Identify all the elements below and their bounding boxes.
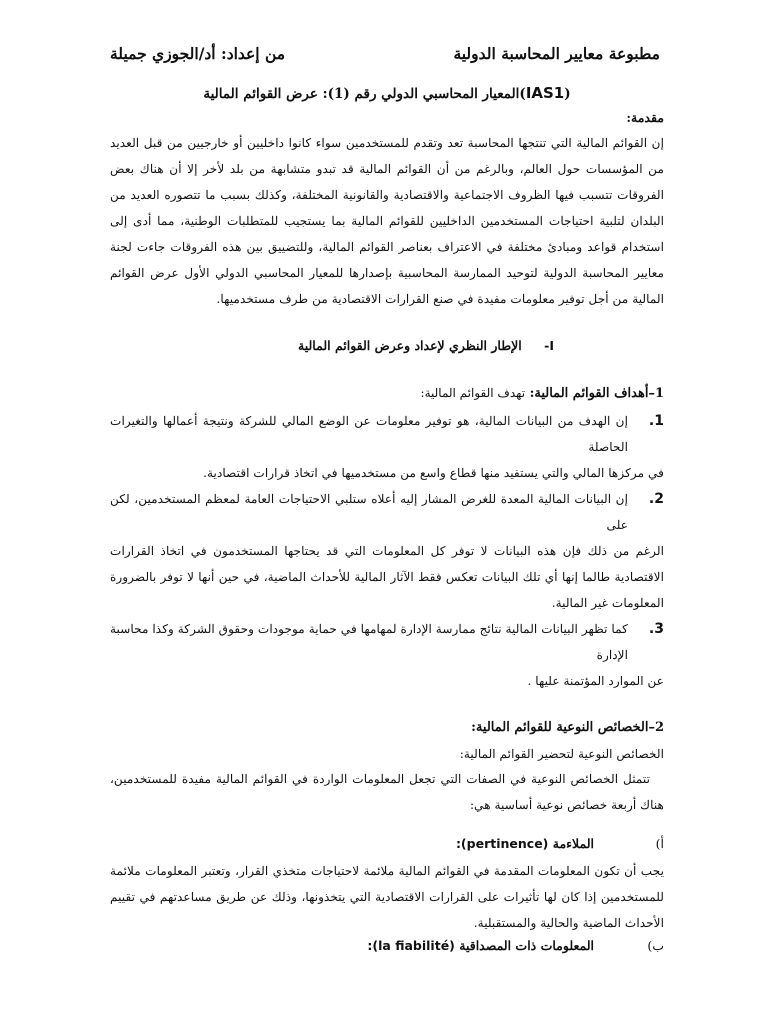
- list-item-number: 1.: [648, 413, 664, 429]
- goals-heading-rest: تهدف القوائم المالية:: [420, 386, 526, 400]
- qualitative-line: الخصائص النوعية لتحضير القوائم المالية:: [459, 747, 664, 761]
- list-item-continuation: عن الموارد المؤتمنة عليها .: [527, 674, 664, 688]
- relevance-label: الملاءمة: [552, 836, 594, 851]
- section-1-number: I-: [544, 338, 554, 353]
- document-title: [110, 84, 664, 108]
- qualitative-paragraph: تتمثل الخصائص النوعية في الصفات التي تجعل المعلومات الواردة في القوائم المالية مفيدة للمستخدمين، هناك أربعة خصائص نوعية أساسية هي:: [110, 772, 664, 812]
- goals-list: [110, 408, 664, 694]
- list-item-continuation: في مركزها المالي والتي يستفيد منها قطاع واسع من مستخدميها في اتخاذ قرارات اقتصادية.: [203, 466, 664, 480]
- list-item-text: كما تظهر البيانات المالية نتائج ممارسة الإدارة لمهامها في حماية موجودات وحقوق الشركة وكذا محاسبة الإدارة: [110, 622, 628, 662]
- reliability-label: المعلومات ذات المصداقية: [459, 938, 594, 953]
- list-item-continuation: الرغم من ذلك فإن هذه البيانات لا توفر كل المعلومات التي قد يحتاجها المستخدمون في اتخاذ القرارات الاقتصادية طالما إنها أي تلك البيانات تعكس فقط الآثار المالية للأحداث الماضية، في حين أنها لا توفر بالضرورة المعلومات غير المالية.: [110, 544, 664, 610]
- goals-heading: [110, 386, 664, 408]
- list-item-text: إن الهدف من البيانات المالية، هو توفير معلومات عن الوضع المالي للشركة ونتيجة أعمالها والتغيرات الحاصلة: [110, 414, 628, 454]
- list-item-text: إن البيانات المالية المعدة للغرض المشار إليه أعلاه ستلبي الاحتياجات العامة لمعظم المستخدمين، لكن على: [110, 492, 628, 532]
- relevance-paragraph: يجب أن تكون المعلومات المقدمة في القوائم المالية ملائمة لاحتياجات متخذي القرار، وتعتبر المعلومات ملائمة للمستخدمين إذا كان لها تأثيرات على القرارات الاقتصادية التي يتخذونها، وذلك عن طريق مساعدتهم في تقييم الأحداث الماضية والحالية والمستقبلية.: [110, 864, 664, 930]
- qualitative-heading: 2–الخصائص النوعية للقوائم المالية:: [471, 720, 664, 735]
- header-book-title: مطبوعة معايير المحاسبة الدولية: [453, 44, 660, 63]
- section-1-text: الإطار النظري لإعداد وعرض القوائم المالية: [298, 338, 522, 353]
- reliability-heading: [110, 938, 664, 960]
- list-item: [110, 486, 664, 616]
- reliability-latin: (la fiabilité):: [367, 938, 455, 953]
- reliability-letter: ب): [647, 938, 664, 953]
- list-item-number: 3.: [648, 621, 664, 637]
- intro-heading: مقدمة:: [626, 110, 664, 125]
- header-author: من إعداد: أد/الجوزي جميلة: [110, 44, 286, 63]
- title-open-paren: (: [564, 86, 571, 102]
- relevance-latin: (pertinence):: [455, 836, 549, 851]
- list-item: [110, 408, 664, 486]
- intro-paragraph: إن القوائم المالية التي تنتجها المحاسبة تعد وتقدم للمستخدمين سواء كانوا داخليين أو خارجيين من قبل العديد من المؤسسات حول العالم، وبالرغم من أن القوائم المالية قد تبدو متشابهة من بلد لأخر إلا أن هناك بعض الفروقات تتسبب فيها الظروف الاجتماعية والاقتصادية والقانونية المختلفة، وكذلك بسبب ما تتصوره العديد من البلدان لتلبية احتياجات المستخدمين الداخليين للقوائم المالية بما يستجيب للمتطلبات الوطنية، مما أدى إلى استخدام قواعد ومبادئ مختلفة في الاعتراف بعناصر القوائم المالية، وللتضييق بين هذه الفروقات جاءت لجنة معايير المحاسبة الدولية لتوحيد الممارسة المحاسبية بإصدارها للمعيار المحاسبي الدولي الأول عرض القوائم المالية من أجل توفير معلومات مفيدة في صنع القرارات الاقتصادية من طرف مستخدميها.: [110, 136, 664, 306]
- list-item: [110, 616, 664, 694]
- title-text: )المعيار المحاسبي الدولي رقم (1): عرض القوائم المالية: [203, 86, 526, 102]
- relevance-heading: [110, 836, 664, 858]
- page-header: [110, 44, 664, 74]
- goals-heading-bold: 1–أهداف القوائم المالية:: [529, 386, 664, 401]
- list-item-number: 2.: [648, 491, 664, 507]
- relevance-letter: أ): [655, 836, 664, 851]
- section-1-title: [110, 338, 664, 362]
- title-code: IAS1: [525, 84, 565, 102]
